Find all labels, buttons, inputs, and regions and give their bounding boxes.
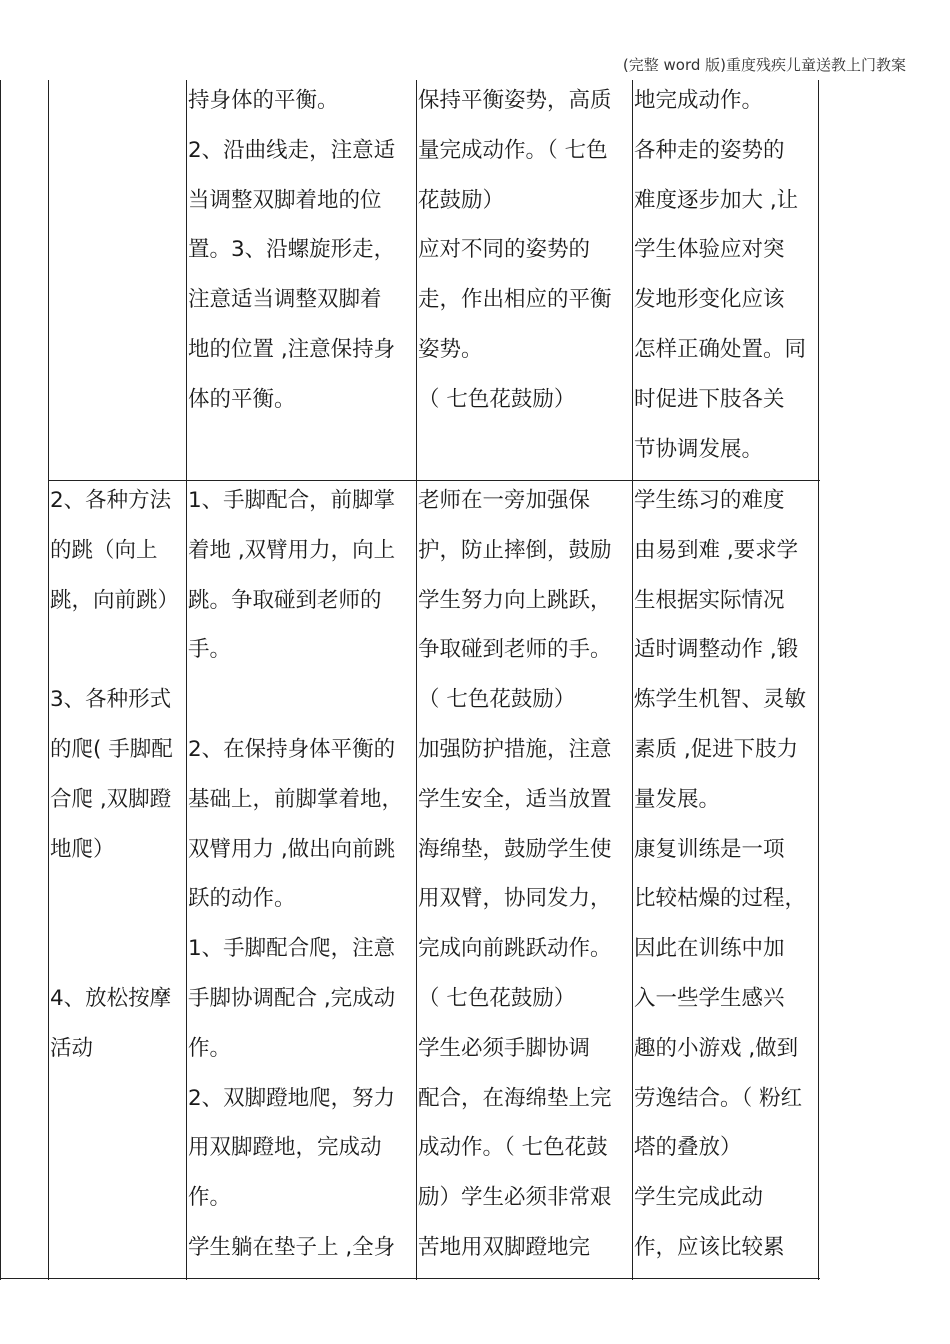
- column-divider-2: [186, 80, 187, 1280]
- row2-method-cell: [188, 476, 416, 1273]
- text-line: 护，防止摔倒，鼓励: [418, 537, 612, 563]
- text-line: 走，作出相应的平衡: [418, 287, 612, 313]
- table-border-bottom: [0, 1278, 820, 1279]
- text-line: 合爬 ,双脚蹬: [50, 786, 172, 812]
- text-line: 当调整双脚着地的位: [188, 187, 382, 213]
- text-line: 海绵垫，鼓励学生使: [418, 836, 612, 862]
- text-line: 量完成动作。（ 七色: [418, 137, 608, 163]
- column-divider-1: [48, 80, 49, 1280]
- text-line: 跳，向前跳）: [50, 587, 180, 613]
- row2-guidance-cell: [418, 476, 632, 1273]
- text-line: 花鼓励）: [418, 187, 505, 213]
- text-line: 应对不同的姿势的: [418, 237, 591, 263]
- text-line: 学生努力向上跳跃，: [418, 587, 612, 613]
- text-line: （ 七色花鼓励）: [418, 985, 576, 1011]
- text-line: 用双臂，协同发力，: [418, 886, 612, 912]
- text-line: 生根据实际情况: [634, 587, 785, 613]
- text-line: 塔的叠放）: [634, 1135, 742, 1161]
- text-line: [50, 625, 186, 675]
- text-line: 作。: [188, 1185, 232, 1211]
- text-line: 地的位置 ,注意保持身: [188, 336, 396, 362]
- text-line: 2、双脚蹬地爬，努力: [188, 1085, 396, 1111]
- text-line: 配合，在海绵垫上完: [418, 1085, 612, 1111]
- text-line: 手。: [188, 637, 232, 663]
- text-line: 跃的动作。: [188, 886, 296, 912]
- text-line: 双臂用力 ,做出向前跳: [188, 836, 396, 862]
- text-line: 入一些学生感兴: [634, 985, 785, 1011]
- text-line: 姿势。: [418, 336, 483, 362]
- row2-intent-cell: [634, 476, 818, 1273]
- text-line: [50, 924, 186, 974]
- text-line: 学生躺在垫子上 ,全身: [188, 1234, 396, 1260]
- text-line: 怎样正确处置。同: [634, 336, 807, 362]
- text-line: 2、在保持身体平衡的: [188, 736, 396, 762]
- text-line: 时促进下肢各关: [634, 386, 785, 412]
- text-line: 2、各种方法: [50, 488, 172, 513]
- text-line: 3、各种形式: [50, 687, 172, 713]
- text-line: （ 七色花鼓励）: [418, 386, 576, 412]
- column-divider-3: [416, 80, 417, 1280]
- text-line: 学生体验应对突: [634, 237, 785, 263]
- text-line: [188, 675, 416, 725]
- text-line: 老师在一旁加强保: [418, 488, 591, 513]
- text-line: 基础上，前脚掌着地，: [188, 786, 404, 812]
- text-line: 4、放松按摩: [50, 985, 172, 1011]
- text-line: 争取碰到老师的手。: [418, 637, 612, 663]
- text-line: 成动作。（ 七色花鼓: [418, 1135, 608, 1161]
- text-line: 置。3、沿螺旋形走，: [188, 237, 396, 263]
- text-line: 活动: [50, 1035, 94, 1061]
- text-line: 1、手脚配合爬，注意: [188, 936, 396, 962]
- text-line: 康复训练是一项: [634, 836, 785, 862]
- text-line: 保持平衡姿势，高质: [418, 88, 612, 113]
- text-line: 1、手脚配合，前脚掌: [188, 488, 396, 513]
- table-border-right: [818, 80, 819, 1280]
- text-line: 体的平衡。: [188, 386, 296, 412]
- text-line: （ 七色花鼓励）: [418, 687, 576, 713]
- text-line: 的爬( 手脚配: [50, 736, 173, 762]
- row2-activity-cell: [50, 476, 186, 1074]
- text-line: 作，应该比较累: [634, 1234, 785, 1260]
- row1-guidance-cell: [418, 76, 632, 425]
- text-line: 劳逸结合。（ 粉红: [634, 1085, 803, 1111]
- text-line: 炼学生机智、灵敏: [634, 687, 807, 713]
- text-line: 发地形变化应该: [634, 287, 785, 313]
- text-line: 地完成动作。: [634, 88, 764, 113]
- text-line: 由易到难 ,要求学: [634, 537, 799, 563]
- column-divider-4: [632, 80, 633, 1280]
- text-line: 2、沿曲线走，注意适: [188, 137, 396, 163]
- text-line: 励）学生必须非常艰: [418, 1185, 612, 1211]
- text-line: 持身体的平衡。: [188, 88, 339, 113]
- text-line: 趣的小游戏 ,做到: [634, 1035, 799, 1061]
- text-line: 跳。争取碰到老师的: [188, 587, 382, 613]
- text-line: 的跳（向上: [50, 537, 158, 563]
- text-line: 比较枯燥的过程，: [634, 886, 807, 912]
- text-line: 注意适当调整双脚着: [188, 287, 382, 313]
- text-line: 学生安全，适当放置: [418, 786, 612, 812]
- text-line: 适时调整动作 ,锻: [634, 637, 799, 663]
- text-line: 学生完成此动: [634, 1185, 764, 1211]
- table-border-left: [0, 80, 1, 1280]
- text-line: 用双脚蹬地，完成动: [188, 1135, 382, 1161]
- text-line: 加强防护措施，注意: [418, 736, 612, 762]
- text-line: 着地 ,双臂用力，向上: [188, 537, 396, 563]
- text-line: 各种走的姿势的: [634, 137, 785, 163]
- text-line: 学生必须手脚协调: [418, 1035, 591, 1061]
- text-line: [50, 874, 186, 924]
- text-line: 节协调发展。: [634, 436, 764, 462]
- text-line: 素质 ,促进下肢力: [634, 736, 799, 762]
- text-line: 学生练习的难度: [634, 488, 785, 513]
- text-line: 苦地用双脚蹬地完: [418, 1234, 591, 1260]
- text-line: 作。: [188, 1035, 232, 1061]
- text-line: 量发展。: [634, 786, 721, 812]
- text-line: 地爬）: [50, 836, 115, 862]
- text-line: 手脚协调配合 ,完成动: [188, 985, 396, 1011]
- text-line: 完成向前跳跃动作。: [418, 936, 612, 962]
- text-line: 难度逐步加大 ,让: [634, 187, 799, 213]
- lesson-plan-table: [0, 80, 820, 1280]
- page-header: (完整 word 版)重度残疾儿童送教上门教案: [622, 56, 906, 74]
- text-line: 因此在训练中加: [634, 936, 785, 962]
- row1-intent-cell: [634, 76, 818, 474]
- row1-method-cell: [188, 76, 416, 425]
